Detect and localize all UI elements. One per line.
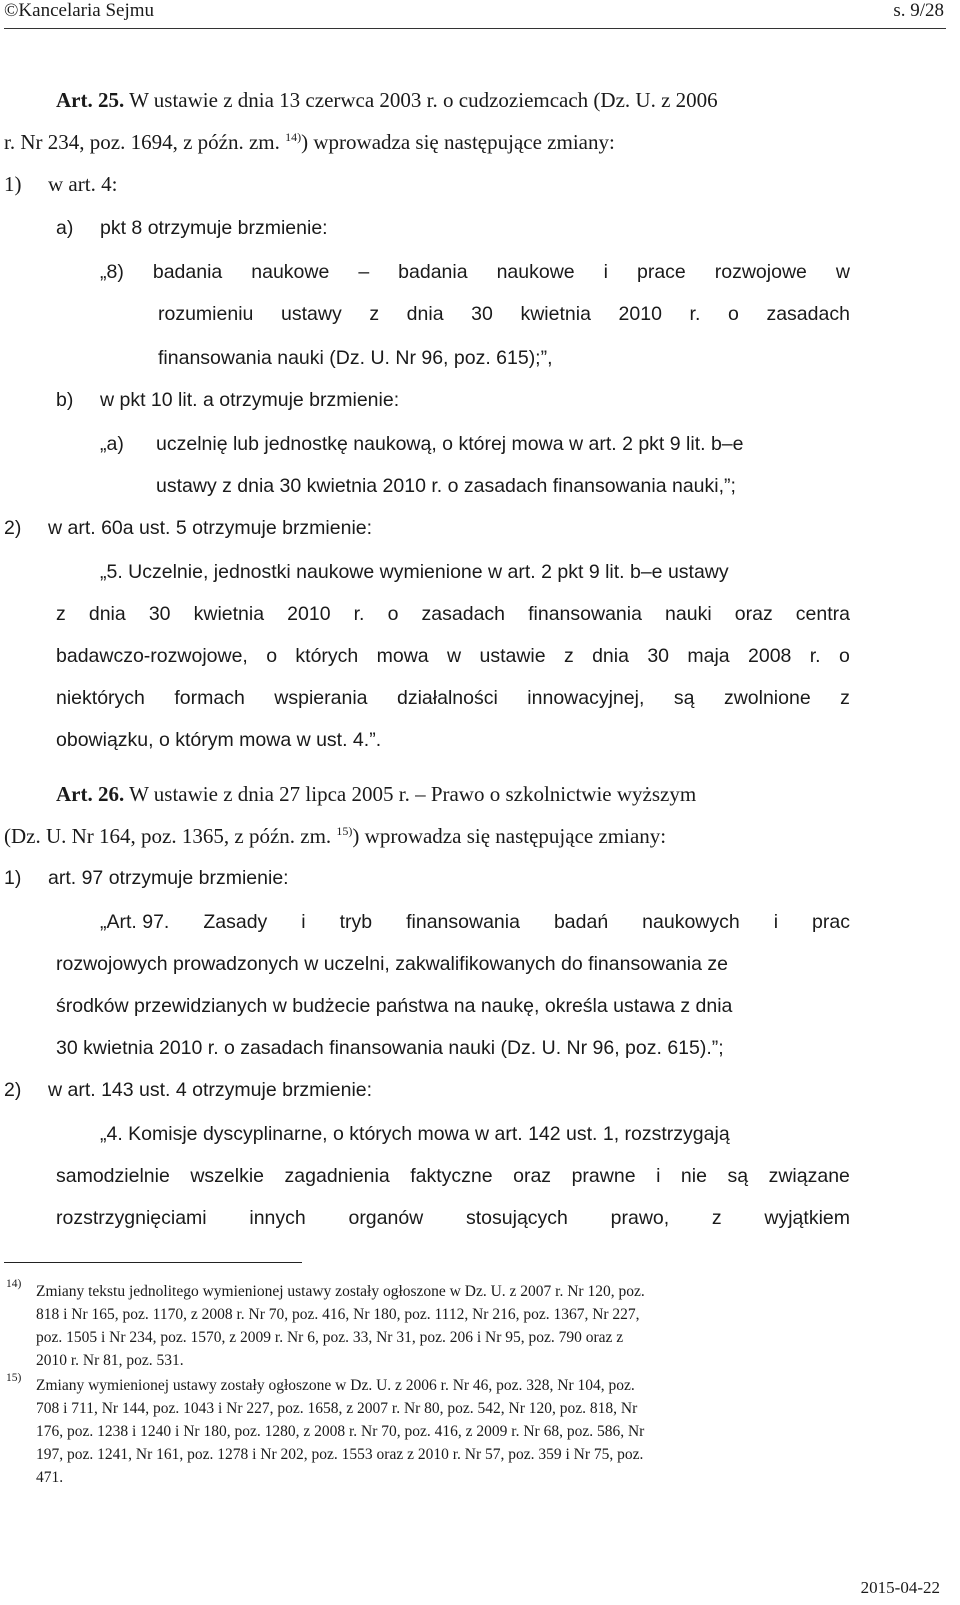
footnote-line: 176, poz. 1238 i 1240 i Nr 180, poz. 1280, z 2008 r. Nr 70, poz. 416, z 2009 r. Nr 68, poz. 586, Nr: [36, 1423, 645, 1440]
text-run: r. Nr 234, poz. 1694, z późn. zm.: [4, 130, 286, 154]
quoted-line: [56, 642, 850, 670]
footnote-line: 708 i 711, Nr 144, poz. 1043 i Nr 227, poz. 1658, z 2007 r. Nr 80, poz. 542, Nr 120, poz. 818, Nr: [36, 1400, 638, 1417]
text-run: w art. 143 ust. 4 otrzymuje brzmienie:: [48, 1079, 373, 1101]
quoted-line: [100, 258, 850, 286]
word: i: [656, 1165, 661, 1187]
quoted-line: [56, 1204, 850, 1232]
word: innych: [249, 1207, 306, 1229]
word: r.: [353, 603, 365, 625]
article-number: Art. 26.: [56, 782, 125, 806]
text-run: art. 97 otrzymuje brzmienie:: [48, 867, 289, 889]
word: faktyczne: [410, 1165, 493, 1187]
quoted-line: [100, 558, 729, 586]
text-run: ) wprowadza się następujące zmiany:: [301, 130, 615, 154]
word: związane: [768, 1165, 850, 1187]
word: 30: [148, 603, 171, 625]
word: organów: [348, 1207, 424, 1229]
word: o: [838, 645, 850, 667]
word: oraz: [734, 603, 773, 625]
word: działalności: [397, 687, 498, 709]
list-item: [4, 170, 117, 198]
word: 30: [471, 303, 493, 325]
word: badania: [398, 261, 468, 283]
footnote-line: 197, poz. 1241, Nr 161, poz. 1278 i Nr 202, poz. 1553 oraz z 2010 r. Nr 57, poz. 359 i Nr 75, poz.: [36, 1446, 644, 1463]
list-item: [4, 1076, 372, 1104]
word: „8): [100, 261, 124, 283]
text-run: finansowania nauki (Dz. U. Nr 96, poz. 615);”,: [158, 347, 553, 369]
quoted-line: [158, 300, 850, 328]
word: są: [727, 1165, 749, 1187]
word: stosujących: [466, 1207, 568, 1229]
word: centra: [795, 603, 850, 625]
word: 2010: [287, 603, 331, 625]
word: tryb: [339, 911, 373, 933]
word: ustawie: [479, 645, 546, 667]
list-label: 2): [4, 1079, 22, 1101]
word: o: [387, 603, 399, 625]
word: zasadach: [766, 303, 850, 325]
text-run: w art. 4:: [48, 172, 118, 196]
word: naukowe: [496, 261, 575, 283]
text-run: 30 kwietnia 2010 r. o zasadach finansowania nauki (Dz. U. Nr 96, poz. 615).”;: [56, 1037, 724, 1059]
text-run: „4. Komisje dyscyplinarne, o których mowa w art. 142 ust. 1, rozstrzygają: [100, 1123, 730, 1145]
quoted-line: [100, 1120, 730, 1148]
art26-heading-line: [56, 780, 696, 808]
text-run: W ustawie z dnia 27 lipca 2005 r. – Prawo o szkolnictwie wyższym: [124, 782, 697, 806]
quoted-line: [56, 992, 732, 1020]
word: samodzielnie: [56, 1165, 170, 1187]
word: niektórych: [56, 687, 145, 709]
word: naukowych: [642, 911, 740, 933]
word: Zasady: [203, 911, 268, 933]
word: wyjątkiem: [764, 1207, 850, 1229]
text-run: środków przewidzianych w budżecie państwa na naukę, określa ustawa z dnia: [56, 995, 733, 1017]
footnote-line: 2010 r. Nr 81, poz. 531.: [36, 1352, 184, 1369]
footnote-line: Zmiany tekstu jednolitego wymienionej ustawy zostały ogłoszone w Dz. U. z 2007 r. Nr 120, poz.: [36, 1283, 645, 1300]
quoted-line: [100, 430, 744, 458]
word: z: [840, 687, 850, 709]
quoted-line: [100, 908, 850, 936]
text-line: [4, 128, 615, 156]
quoted-line: [158, 344, 553, 372]
word: „Art. 97.: [100, 911, 170, 933]
word: z: [56, 603, 66, 625]
list-item: [4, 864, 289, 892]
word: badań: [553, 911, 609, 933]
footnote-mark: 14): [6, 1278, 22, 1290]
article-number: Art. 25.: [56, 88, 125, 112]
header-page-number: s. 9/28: [893, 0, 944, 21]
word: 2010: [618, 303, 662, 325]
word: wszelkie: [190, 1165, 265, 1187]
word: których: [295, 645, 359, 667]
quoted-line: [56, 684, 850, 712]
word: 2008: [748, 645, 792, 667]
word: nauki: [665, 603, 712, 625]
footnote-ref: 14): [285, 130, 302, 144]
footnote-line: 471.: [36, 1469, 64, 1486]
list-item: [56, 214, 328, 242]
word: o: [727, 303, 739, 325]
list-label: 1): [4, 867, 22, 889]
word: i: [773, 911, 779, 933]
document-date: 2015-04-22: [860, 1578, 940, 1597]
word: r.: [809, 645, 821, 667]
footnote-ref: 15): [336, 824, 353, 838]
word: dnia: [406, 303, 444, 325]
word: dnia: [592, 645, 629, 667]
quoted-line: [56, 726, 381, 754]
word: w: [835, 261, 850, 283]
list-label: „a): [100, 433, 124, 455]
text-run: w art. 60a ust. 5 otrzymuje brzmienie:: [48, 517, 373, 539]
word: dnia: [88, 603, 126, 625]
word: nie: [680, 1165, 707, 1187]
quoted-line: [56, 600, 850, 628]
word: rozumieniu: [158, 303, 254, 325]
art25-heading-line: [56, 86, 852, 114]
text-run: obowiązku, o którym mowa w ust. 4.”.: [56, 729, 382, 751]
word: mowa: [376, 645, 429, 667]
word: zwolnione: [723, 687, 811, 709]
word: są: [673, 687, 695, 709]
list-item: [56, 386, 399, 414]
word: rozwojowe: [714, 261, 807, 283]
text-run: pkt 8 otrzymuje brzmienie:: [100, 217, 328, 239]
word: i: [301, 911, 306, 933]
text-run: uczelnię lub jednostkę naukową, o której mowa w art. 2 pkt 9 lit. b–e: [156, 433, 744, 455]
word: 30: [647, 645, 670, 667]
header-rule: [4, 28, 946, 29]
word: maja: [687, 645, 730, 667]
word: badawczo-rozwojowe,: [56, 645, 248, 667]
word: rozstrzygnięciami: [56, 1207, 207, 1229]
list-label: 2): [4, 517, 22, 539]
list-label: 1): [4, 172, 22, 196]
header-publisher: ©Kancelaria Sejmu: [4, 0, 155, 21]
text-run: W ustawie z dnia 13 czerwca 2003 r. o cudzoziemcach (Dz. U. z 2006: [124, 88, 718, 112]
text-run: rozwojowych prowadzonych w uczelni, zakwalifikowanych do finansowania ze: [56, 953, 728, 975]
word: prac: [812, 911, 850, 933]
quoted-line: [56, 950, 728, 978]
word: formach: [174, 687, 245, 709]
word: ustawy: [281, 303, 342, 325]
text-run: w pkt 10 lit. a otrzymuje brzmienie:: [100, 389, 400, 411]
word: z: [563, 645, 574, 667]
list-label: b): [56, 389, 74, 411]
footnote-line: 818 i Nr 165, poz. 1170, z 2008 r. Nr 70, poz. 416, Nr 180, poz. 1112, Nr 216, poz. 1367, Nr 227,: [36, 1306, 640, 1323]
word: r.: [689, 303, 701, 325]
footnote-line: Zmiany wymienionej ustawy zostały ogłoszone w Dz. U. z 2006 r. Nr 46, poz. 328, Nr 104, poz.: [36, 1377, 635, 1394]
list-item: [4, 514, 372, 542]
footnote-mark: 15): [6, 1372, 22, 1384]
word: o: [266, 645, 278, 667]
word: zasadach: [421, 603, 506, 625]
word: prace: [636, 261, 686, 283]
word: i: [603, 261, 608, 283]
quoted-line: [56, 1162, 850, 1190]
word: w: [447, 645, 462, 667]
word: zagadnienia: [284, 1165, 390, 1187]
footnote-line: poz. 1505 i Nr 234, poz. 1570, z 2009 r. Nr 6, poz. 33, Nr 31, poz. 206 i Nr 95, poz. 790 oraz z: [36, 1329, 624, 1346]
word: prawne: [571, 1165, 636, 1187]
text-run: ustawy z dnia 30 kwietnia 2010 r. o zasadach finansowania nauki,”;: [156, 475, 736, 497]
word: prawo,: [610, 1207, 670, 1229]
text-run: „5. Uczelnie, jednostki naukowe wymienione w art. 2 pkt 9 lit. b–e ustawy: [100, 561, 729, 583]
word: finansowania: [528, 603, 642, 625]
quoted-line: [56, 1034, 724, 1062]
word: innowacyjnej,: [527, 687, 645, 709]
word: kwietnia: [520, 303, 591, 325]
word: kwietnia: [193, 603, 265, 625]
word: oraz: [513, 1165, 552, 1187]
word: wspierania: [274, 687, 368, 709]
word: z: [711, 1207, 722, 1229]
word: badania: [152, 261, 223, 283]
footnote-separator: [4, 1262, 302, 1263]
text-line: [4, 822, 666, 850]
text-run: ) wprowadza się następujące zmiany:: [352, 824, 667, 848]
word: –: [358, 261, 370, 283]
word: z: [369, 303, 380, 325]
word: finansowania: [406, 911, 520, 933]
quoted-line: [156, 472, 736, 500]
list-label: a): [56, 217, 74, 239]
text-run: (Dz. U. Nr 164, poz. 1365, z późn. zm.: [4, 824, 337, 848]
word: naukowe: [251, 261, 330, 283]
